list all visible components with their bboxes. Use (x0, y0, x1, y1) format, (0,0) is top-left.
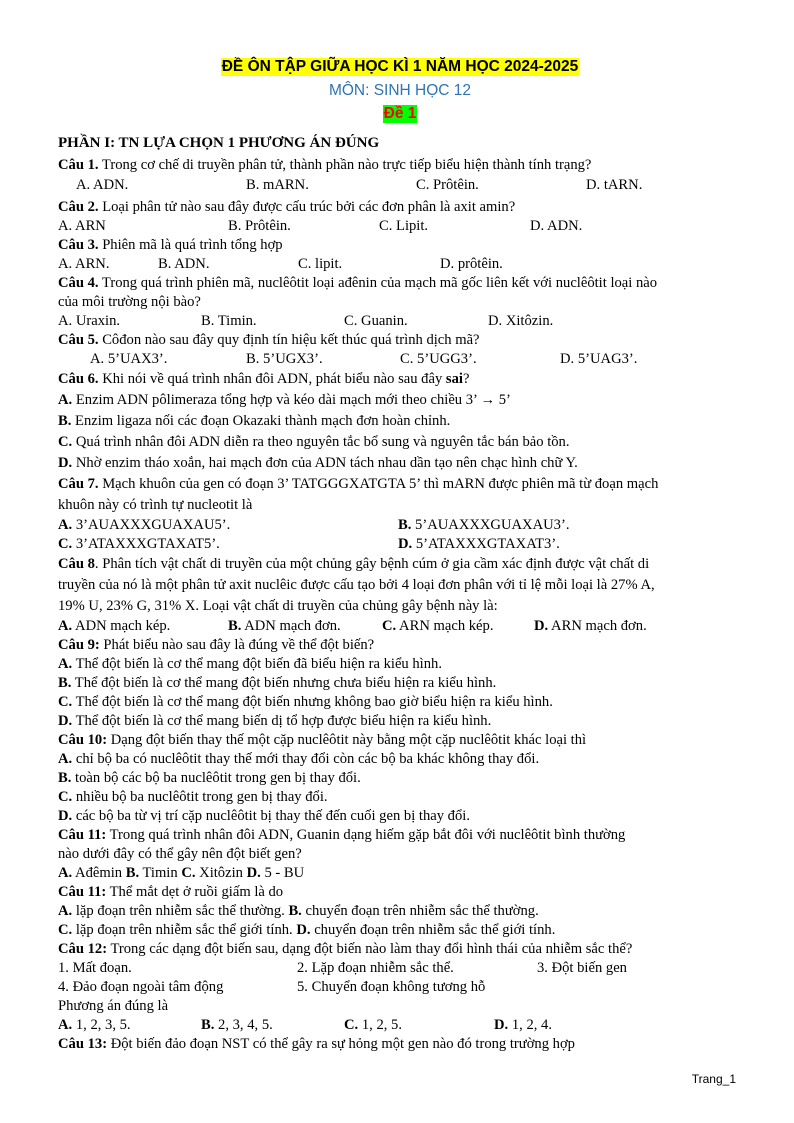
question-7-options-cd (58, 535, 742, 554)
item-1: 1. Mất đoạn. (58, 960, 132, 976)
exam-title: ĐỀ ÔN TẬP GIỮA HỌC KÌ 1 NĂM HỌC 2024-2025 (221, 58, 579, 75)
item-4: 4. Đảo đoạn ngoài tâm động (58, 979, 224, 995)
option-b: B. toàn bộ các bộ ba nuclêôtit trong gen bị thay đổi. (58, 770, 361, 786)
question-2-options (58, 217, 742, 236)
option-d: D. các bộ ba từ vị trí cặp nuclêôtit bị thay thế đến cuối gen bị thay đổi. (58, 808, 470, 824)
option-b: B. Prôtêin. (228, 218, 291, 234)
option-c: C. 3’ATAXXXGTAXAT5’. (58, 536, 220, 552)
option-c: C. 5’UGG3’. (400, 351, 477, 367)
item-5: 5. Chuyển đoạn không tương hỗ (297, 979, 486, 995)
option-c: C. Guanin. (344, 313, 408, 329)
option-a: A. ARN (58, 218, 106, 234)
question-12: Câu 12: Trong các dạng đột biến sau, dạng đột biến nào làm thay đổi hình thái của nhiễm sắc thể? (58, 941, 633, 957)
question-2: Câu 2. Loại phân tử nào sau đây được cấu trúc bởi các đơn phân là axit amin? (58, 199, 516, 215)
question-6: Câu 6. Khi nói về quá trình nhân đôi ADN, phát biểu nào sau đây sai? (58, 371, 470, 387)
question-12-prompt: Phương án đúng là (58, 998, 169, 1014)
option-b: B. 5’AUAXXXGUAXAU3’. (398, 517, 570, 533)
option-d: D. 5’UAG3’. (560, 351, 638, 367)
question-4-cont: của môi trường nội bào? (58, 294, 201, 310)
option-d: D. ADN. (530, 218, 583, 234)
question-11b: Câu 11: Thể mắt dẹt ở ruồi giấm là do (58, 884, 284, 900)
option-b: B. 2, 3, 4, 5. (201, 1017, 273, 1033)
question-5-options (58, 350, 742, 369)
option-a: A. Enzim ADN pôlimeraza tổng hợp và kéo dài mạch mới theo chiều 3’ → 5’ (58, 392, 511, 408)
option-d: D. 5’ATAXXXGTAXAT3’. (398, 536, 560, 552)
option-c: C. nhiều bộ ba nuclêôtit trong gen bị thay đổi. (58, 789, 328, 805)
page-number: Trang_1 (691, 1072, 736, 1086)
option-b: B. ADN. (158, 256, 210, 272)
option-c: C. Prôtêin. (416, 177, 479, 193)
exam-number: Đề 1 (383, 105, 417, 122)
option-c: C. lipit. (298, 256, 343, 272)
question-11-options: A. Ađêmin B. Timin C. Xitôzin D. 5 - BU (58, 865, 305, 881)
option-d: D. 1, 2, 4. (494, 1017, 552, 1033)
option-a: A. Uraxin. (58, 313, 121, 329)
option-b: B. Thể đột biến là cơ thể mang đột biến nhưng chưa biểu hiện ra kiểu hình. (58, 675, 497, 691)
question-12-items-2 (58, 978, 742, 997)
question-12-items-1 (58, 959, 742, 978)
option-b: B. Enzim ligaza nối các đoạn Okazaki thành mạch đơn hoàn chỉnh. (58, 413, 451, 429)
question-3-options (58, 255, 742, 274)
option-a: A. 3’AUAXXXGUAXAU5’. (58, 517, 231, 533)
question-11b-options-cd: C. lặp đoạn trên nhiễm sắc thể giới tính. D. chuyển đoạn trên nhiễm sắc thể giới tính. (58, 922, 556, 938)
question-9: Câu 9: Phát biểu nào sau đây là đúng về thể đột biến? (58, 637, 375, 653)
question-7-cont: khuôn này có trình tự nucleotit là (58, 497, 253, 513)
question-8-cont: truyền của nó là một phân tử axit nuclêic được cấu tạo bởi 4 loại đơn phân với tỉ lệ mỗi loại là 27% A, (58, 577, 655, 593)
part-heading: PHẦN I: TN LỰA CHỌN 1 PHƯƠNG ÁN ĐÚNG (58, 135, 380, 151)
option-c: C. Thể đột biến là cơ thể mang đột biến nhưng không bao giờ biểu hiện ra kiểu hình. (58, 694, 553, 710)
option-d: D. tARN. (586, 177, 643, 193)
option-b: B. mARN. (246, 177, 309, 193)
question-7-options-ab (58, 516, 742, 535)
option-a: A. ARN. (58, 256, 110, 272)
question-8: Câu 8. Phân tích vật chất di truyền của một chủng gây bệnh cúm ở gia cầm xác định được vật chất di (58, 556, 650, 572)
option-d: D. ARN mạch đơn. (534, 618, 647, 634)
option-a: A. 1, 2, 3, 5. (58, 1017, 131, 1033)
question-4-options (58, 312, 742, 331)
question-11: Câu 11: Trong quá trình nhân đôi ADN, Guanin dạng hiếm gặp bắt đôi với nuclêôtit bình thường (58, 827, 626, 843)
question-3: Câu 3. Phiên mã là quá trình tổng hợp (58, 237, 283, 253)
option-d: D. prôtêin. (440, 256, 503, 272)
question-7: Câu 7. Mạch khuôn của gen có đoạn 3’ TATGGGXATGTA 5’ thì mARN được phiên mã từ đoạn mạch (58, 476, 659, 492)
item-3: 3. Đột biến gen (537, 960, 627, 976)
option-d: D. Xitôzin. (488, 313, 554, 329)
question-1-options (58, 176, 742, 195)
question-10: Câu 10: Dạng đột biến thay thế một cặp nuclêôtit này bằng một cặp nuclêôtit khác loại thì (58, 732, 587, 748)
question-11-cont: nào dưới đây có thể gây nên đột biết gen? (58, 846, 302, 862)
question-12-options (58, 1016, 742, 1035)
option-a: A. chỉ bộ ba có nuclêôtit thay thế mới thay đổi còn các bộ ba khác không thay đổi. (58, 751, 540, 767)
question-8-cont2: 19% U, 23% G, 31% X. Loại vật chất di truyền của chủng gây bệnh này là: (58, 598, 498, 614)
question-13: Câu 13: Đột biến đảo đoạn NST có thể gây ra sự hỏng một gen nào đó trong trường hợp (58, 1036, 575, 1052)
question-8-options (58, 617, 742, 636)
option-b: B. Timin. (201, 313, 257, 329)
option-d: D. Nhờ enzim tháo xoắn, hai mạch đơn của ADN tách nhau dần tạo nên chạc hình chữ Y. (58, 455, 578, 471)
option-a: A. 5’UAX3’. (90, 351, 168, 367)
option-a: A. ADN mạch kép. (58, 618, 171, 634)
question-11b-options-ab: A. lặp đoạn trên nhiễm sắc thể thường. B. chuyển đoạn trên nhiễm sắc thể thường. (58, 903, 539, 919)
document-page (58, 58, 742, 1054)
item-2: 2. Lặp đoạn nhiễm sắc thể. (297, 960, 454, 976)
option-b: B. 5’UGX3’. (246, 351, 323, 367)
option-a: A. Thể đột biến là cơ thể mang đột biến đã biểu hiện ra kiểu hình. (58, 656, 442, 672)
question-4: Câu 4. Trong quá trình phiên mã, nuclêôtit loại ađênin của mạch mã gốc liên kết với nuclêôtit loại nào (58, 275, 658, 291)
subject-title: MÔN: SINH HỌC 12 (328, 82, 472, 99)
option-c: C. ARN mạch kép. (382, 618, 494, 634)
option-c: C. 1, 2, 5. (344, 1017, 402, 1033)
question-5: Câu 5. Côđon nào sau đây quy định tín hiệu kết thúc quá trình dịch mã? (58, 332, 480, 348)
option-a: A. ADN. (76, 177, 129, 193)
option-b: B. ADN mạch đơn. (228, 618, 341, 634)
option-c: C. Quá trình nhân đôi ADN diễn ra theo nguyên tắc bổ sung và nguyên tắc bán bảo tồn. (58, 434, 570, 450)
option-d: D. Thể đột biến là cơ thể mang biến dị tổ hợp được biểu hiện ra kiểu hình. (58, 713, 492, 729)
question-1: Câu 1. Trong cơ chế di truyền phân tử, thành phần nào trực tiếp biểu hiện thành tính trạng? (58, 157, 592, 173)
option-c: C. Lipit. (379, 218, 429, 234)
